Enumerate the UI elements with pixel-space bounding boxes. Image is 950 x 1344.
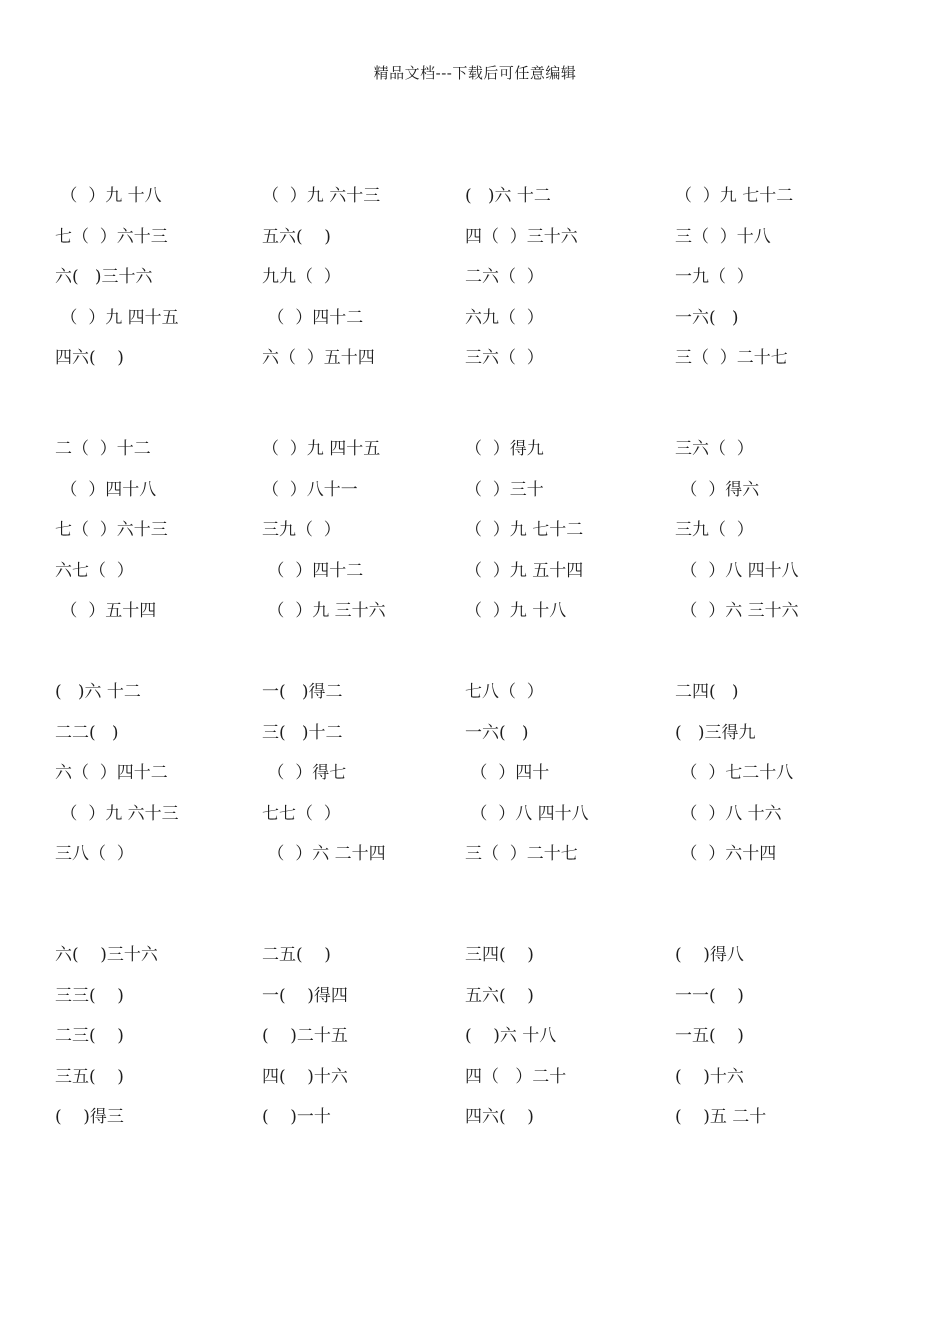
exercise-item: （ ）得九 xyxy=(465,439,544,459)
exercise-item: 三九（ ） xyxy=(675,520,754,540)
exercise-item: 三九（ ） xyxy=(262,520,341,540)
exercise-item: ( )得三 xyxy=(55,1107,124,1127)
exercise-item: （ ）得七 xyxy=(262,763,347,783)
exercise-item: 七八（ ） xyxy=(465,682,544,702)
exercise-item: （ ）九 六十三 xyxy=(262,186,381,206)
exercise-item: 一五( ) xyxy=(675,1026,744,1046)
exercise-item: 三( )十二 xyxy=(262,722,343,743)
exercise-item: 三（ ）十八 xyxy=(675,226,771,247)
exercise-item: （ ）九 七十二 xyxy=(465,520,584,540)
exercise-column xyxy=(675,176,900,379)
exercise-item: 四( )十六 xyxy=(262,1066,348,1087)
exercise-column xyxy=(675,429,900,632)
exercise-item: 三六（ ） xyxy=(675,439,754,459)
exercise-item: （ ）四十八 xyxy=(55,479,157,500)
exercise-item: 三八（ ） xyxy=(55,844,134,864)
exercise-item: 一一( ) xyxy=(675,985,744,1006)
exercise-item: 七七（ ） xyxy=(262,803,341,824)
exercise-item: 六( )三十六 xyxy=(55,267,153,287)
exercise-item: （ ）八 四十八 xyxy=(675,560,799,581)
exercise-item: 六（ ）四十二 xyxy=(55,763,168,783)
exercise-item: （ ）六十四 xyxy=(675,844,777,864)
exercise-item: 二三( ) xyxy=(55,1026,124,1046)
exercise-block-2 xyxy=(55,429,940,632)
exercise-item: （ ）九 三十六 xyxy=(262,601,386,621)
exercise-item: ( )五 二十 xyxy=(675,1107,767,1127)
exercise-item: 一( )得四 xyxy=(262,985,348,1006)
exercise-block-4 xyxy=(55,935,940,1138)
exercise-item: （ ）八 四十八 xyxy=(465,803,589,824)
exercise-column xyxy=(675,672,900,875)
exercise-item: （ ）九 十八 xyxy=(465,601,567,621)
exercise-column xyxy=(262,935,465,1138)
exercise-item: 四六( ) xyxy=(55,348,124,368)
exercise-item: ( )三得九 xyxy=(675,722,756,743)
exercise-column xyxy=(55,672,262,875)
exercise-item: 六九（ ） xyxy=(465,307,544,328)
exercise-item: 二（ ）十二 xyxy=(55,439,151,459)
exercise-item: 五六( ) xyxy=(465,985,534,1006)
exercise-column xyxy=(465,672,675,875)
exercise-column xyxy=(262,672,465,875)
exercise-column xyxy=(465,429,675,632)
exercise-item: （ ）四十二 xyxy=(262,307,364,328)
exercise-item: 三五( ) xyxy=(55,1066,124,1087)
exercise-block-3 xyxy=(55,672,940,875)
exercise-item: 三（ ）二十七 xyxy=(465,844,578,864)
exercise-item: 一九（ ） xyxy=(675,267,754,287)
exercise-item: 二四( ) xyxy=(675,682,739,702)
exercise-item: 六七（ ） xyxy=(55,560,134,581)
exercise-item: 七（ ）六十三 xyxy=(55,520,168,540)
exercise-column xyxy=(675,935,900,1138)
exercise-item: （ ）四十二 xyxy=(262,560,364,581)
exercise-item: 三（ ）二十七 xyxy=(675,348,788,368)
exercise-item: 六（ ）五十四 xyxy=(262,348,375,368)
exercise-item: ( )六 十二 xyxy=(55,682,141,702)
exercise-column xyxy=(55,176,262,379)
exercise-item: （ ）八 十六 xyxy=(675,803,782,824)
exercise-item: ( )二十五 xyxy=(262,1026,348,1046)
exercise-item: （ ）九 七十二 xyxy=(675,186,794,206)
exercise-column xyxy=(262,176,465,379)
exercise-item: ( )六 十八 xyxy=(465,1026,557,1046)
exercise-item: 七（ ）六十三 xyxy=(55,226,168,247)
exercise-item: （ ）六 三十六 xyxy=(675,601,799,621)
exercise-column xyxy=(55,935,262,1138)
exercise-item: 六( )三十六 xyxy=(55,945,158,965)
exercise-item: （ ）五十四 xyxy=(55,601,157,621)
exercise-column xyxy=(55,429,262,632)
exercise-item: 四六( ) xyxy=(465,1107,534,1127)
exercise-item: 九九（ ） xyxy=(262,267,341,287)
exercise-item: 四（ ）二十 xyxy=(465,1066,567,1087)
exercise-item: （ ）六 二十四 xyxy=(262,844,386,864)
exercise-item: 二五( ) xyxy=(262,945,331,965)
exercise-item: ( )得八 xyxy=(675,945,744,965)
exercise-item: ( )十六 xyxy=(675,1066,744,1087)
exercise-item: （ ）七二十八 xyxy=(675,763,794,783)
exercise-item: （ ）九 六十三 xyxy=(55,803,179,824)
exercise-item: （ ）八十一 xyxy=(262,479,358,500)
exercise-item: （ ）九 四十五 xyxy=(262,439,381,459)
exercise-item: （ ）九 五十四 xyxy=(465,560,584,581)
exercise-item: 四（ ）三十六 xyxy=(465,226,578,247)
exercise-item: （ ）四十 xyxy=(465,763,550,783)
exercise-item: 一六( ) xyxy=(675,307,739,328)
exercise-column xyxy=(262,429,465,632)
exercise-item: 一六( ) xyxy=(465,722,529,743)
exercise-item: ( )六 十二 xyxy=(465,186,551,206)
exercise-column xyxy=(465,176,675,379)
exercise-item: 三四( ) xyxy=(465,945,534,965)
exercise-item: ( )一十 xyxy=(262,1107,331,1127)
exercise-item: （ ）三十 xyxy=(465,479,544,500)
exercise-block-1 xyxy=(55,176,940,379)
exercise-item: 三三( ) xyxy=(55,985,124,1006)
exercise-column xyxy=(465,935,675,1138)
page-header: 精品文档---下载后可任意编辑 xyxy=(373,64,577,82)
exercise-item: 五六( ) xyxy=(262,226,331,247)
exercise-item: 三六（ ） xyxy=(465,348,544,368)
exercise-item: 一( )得二 xyxy=(262,682,343,702)
exercise-item: （ ）得六 xyxy=(675,479,760,500)
exercise-item: 二二( ) xyxy=(55,722,119,743)
exercise-item: 二六（ ） xyxy=(465,267,544,287)
exercise-item: （ ）九 四十五 xyxy=(55,307,179,328)
exercise-item: （ ）九 十八 xyxy=(55,186,162,206)
